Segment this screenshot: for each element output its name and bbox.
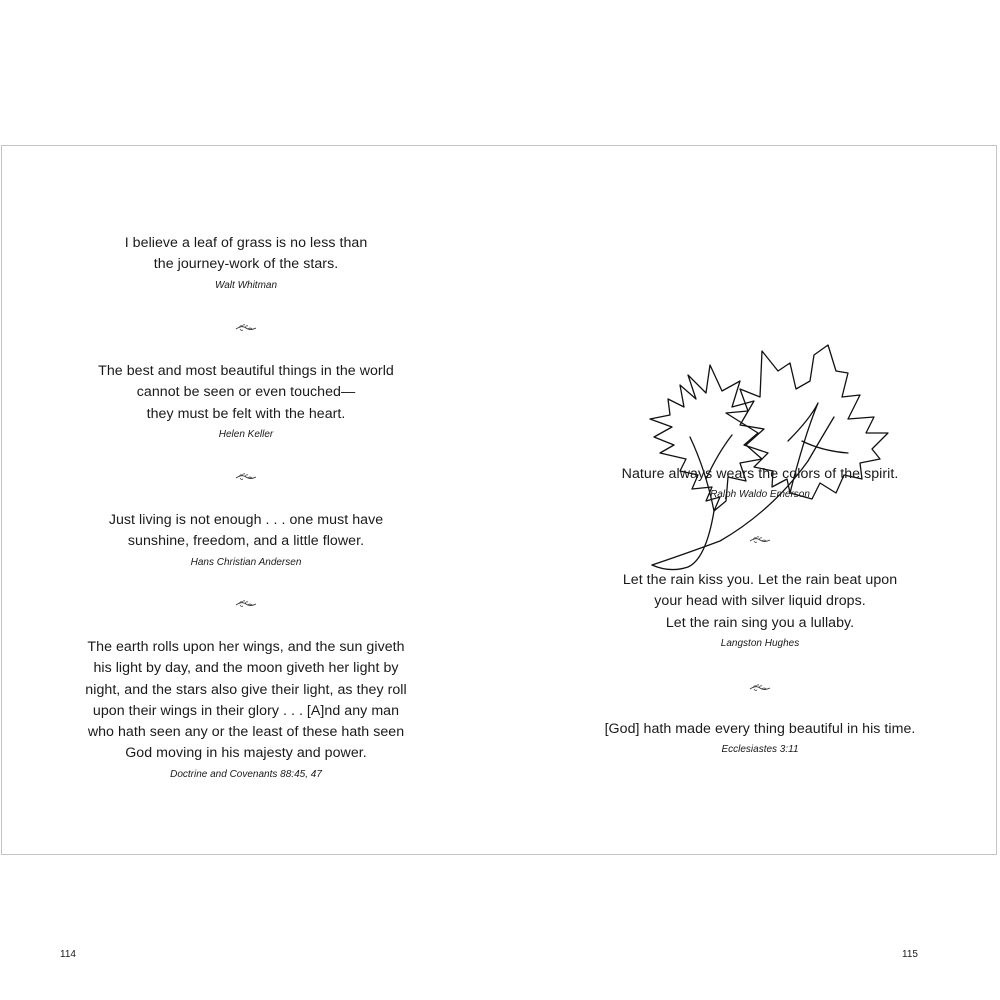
quote-line: Let the rain sing you a lullaby. (665, 614, 855, 631)
quote-line: [God] hath made every thing beautiful in his time. (604, 721, 916, 737)
quote-text (36, 637, 456, 765)
quote-line: I believe a leaf of grass is no less than (124, 235, 368, 251)
quote-line: night, and the stars also give their light, as they roll (85, 681, 407, 698)
quote-author: Walt Whitman (214, 279, 278, 291)
leaf-sprig-ornament-icon (234, 323, 258, 333)
quote-author: Hans Christian Andersen (190, 556, 302, 568)
quote-line: his light by day, and the moon giveth her light by (93, 660, 399, 677)
quote-andersen (36, 510, 456, 570)
quote-author: Ralph Waldo Emerson (710, 489, 810, 501)
quote-emerson (550, 464, 970, 502)
quote-text (36, 233, 456, 276)
quote-line: the journey-work of the stars. (153, 256, 339, 273)
quote-text (550, 464, 970, 485)
quote-author: Ecclesiastes 3:11 (721, 744, 799, 756)
quote-line: they must be felt with the heart. (146, 405, 346, 422)
quote-line: The best and most beautiful things in the world (98, 363, 394, 379)
leaf-sprig-ornament-icon (748, 535, 772, 545)
quote-line: cannot be seen or even touched— (136, 384, 356, 401)
quote-line: Just living is not enough . . . one must have (108, 512, 384, 528)
quote-line: your head with silver liquid drops. (654, 593, 866, 610)
quote-author: Langston Hughes (720, 637, 800, 649)
quote-doctrine-covenants (36, 637, 456, 782)
quote-text (550, 719, 970, 740)
quote-author: Doctrine and Covenants 88:45, 47 (170, 768, 322, 780)
leaf-sprig-ornament-icon (234, 599, 258, 609)
page-number-left: 114 (60, 949, 76, 960)
quote-line: God moving in his majesty and power. (125, 745, 367, 762)
book-spread (1, 145, 997, 960)
quote-line: The earth rolls upon her wings, and the sun giveth (87, 639, 405, 655)
quote-text (36, 361, 456, 425)
quote-whitman (36, 233, 456, 293)
quote-ecclesiastes (550, 719, 970, 757)
quote-line: sunshine, freedom, and a little flower. (127, 533, 365, 550)
leaf-sprig-ornament-icon (234, 472, 258, 482)
page-number-right: 115 (902, 949, 918, 960)
quote-line: who hath seen any or the least of these hath seen (87, 724, 405, 741)
quote-author: Helen Keller (218, 428, 274, 440)
leaf-sprig-ornament-icon (748, 683, 772, 693)
quote-line: Let the rain kiss you. Let the rain beat upon (622, 572, 898, 588)
quote-text (36, 510, 456, 553)
quote-line: upon their wings in their glory . . . [A]nd any man (92, 702, 400, 719)
quote-line: Nature always wears the colors of the spirit. (621, 466, 899, 482)
quote-text (550, 570, 970, 634)
quote-keller (36, 361, 456, 442)
quote-hughes (550, 570, 970, 651)
